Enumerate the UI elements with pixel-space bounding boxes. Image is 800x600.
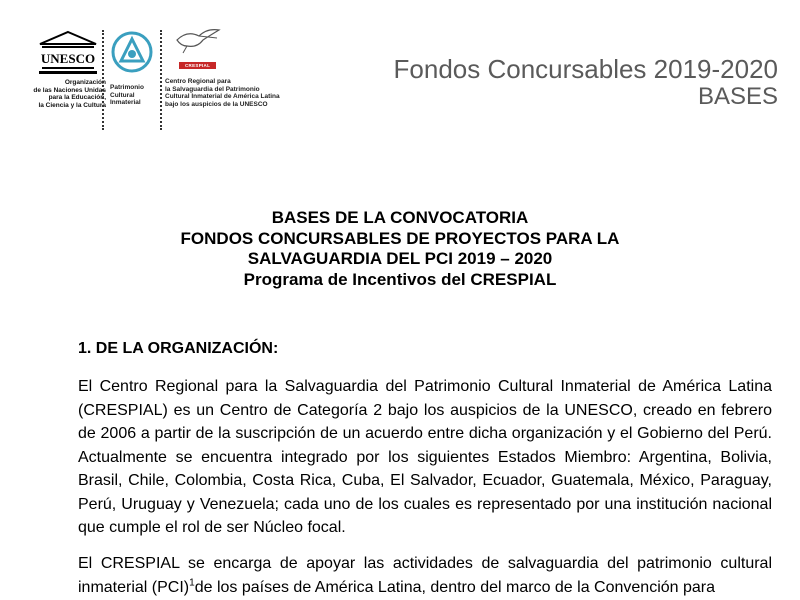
unesco-logo-text: UNESCO: [40, 51, 96, 66]
logo-divider: [102, 30, 104, 130]
unesco-logo: [28, 30, 106, 109]
page-header: [0, 0, 800, 150]
crespial-banner: CRESPIAL: [179, 62, 216, 69]
header-title: Fondos Concursables 2019-2020: [393, 54, 778, 84]
pci-logo-text: Patrimonio Cultural Inmaterial: [110, 84, 144, 107]
section-heading: 1. DE LA ORGANIZACIÓN:: [78, 340, 279, 357]
paragraph: El Centro Regional para la Salvaguardia del Patrimonio Cultural Inmaterial de América Latina (CRESPIAL) es un Centro de Categoría 2 bajo los auspicios de la UNESCO, creado en febrero de 2006 a partir de la suscripción de un acuerdo entre dicha organización y el Gobierno del Perú. Actualmente se encuentra integrado por los siguientes Estados Miembro: Argentina, Bolivia, Brasil, Chile, Colombia, Costa Rica, Cuba, El Salvador, Ecuador, Guatemala, México, Paraguay, Perú, Uruguay y Venezuela; cada uno de los cuales es representado por una institución nacional que cumple el rol de ser Núcleo focal.: [78, 378, 772, 536]
hummingbird-icon: [173, 26, 223, 54]
crespial-logo: [165, 26, 295, 108]
header-title-block: [394, 55, 778, 111]
document-title: BASES DE LA CONVOCATORIA FONDOS CONCURSABLES DE PROYECTOS PARA LA SALVAGUARDIA DEL PCI 2019 – 2020 Programa de Incentivos del CRESPIAL: [180, 208, 620, 289]
paragraph: El CRESPIAL se encarga de apoyar las actividades de salvaguardia del patrimonio cultural inmaterial (PCI)$^1$de los países de América Latina, dentro del marco de la Convención para: [78, 555, 772, 596]
logo-divider: [160, 30, 162, 130]
header-subtitle: BASES: [697, 83, 778, 110]
footnote-marker[interactable]: 1: [189, 577, 195, 589]
crespial-logo-text: Centro Regional para la Salvaguardia del Patrimonio Cultural Inmaterial de América Latina bajo los auspicios de la UNESCO: [165, 78, 280, 108]
unesco-org-name: Organización de las Naciones Unidas para la Educación, la Ciencia y la Cultura: [33, 79, 106, 109]
pci-emblem-icon: [110, 30, 154, 76]
pci-logo: [110, 30, 160, 107]
unesco-temple-icon: [38, 30, 98, 76]
